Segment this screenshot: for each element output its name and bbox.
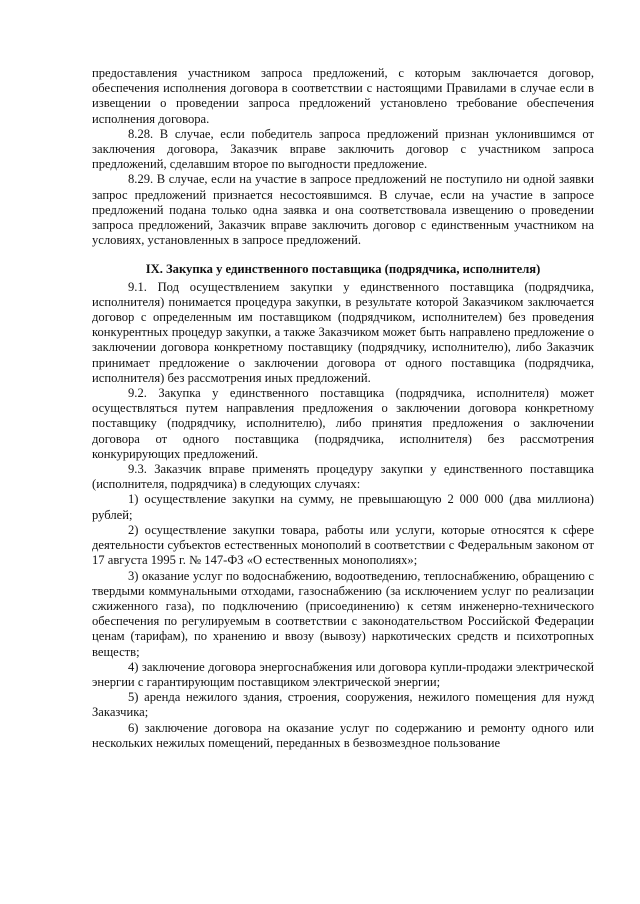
list-item-2: 2) осуществление закупки товара, работы или услуги, которые относятся к сфере деятельности субъектов естественных монополий в соответствии с Федеральным законом от 17 августа 1995 г. № 147-ФЗ «О естественных монополиях»;: [92, 522, 594, 568]
list-item-6: 6) заключение договора на оказание услуг по содержанию и ремонту одного или нескольких нежилых помещений, переданных в безвозмездное пользование: [92, 720, 594, 750]
section-heading: IX. Закупка у единственного поставщика (подрядчика, исполнителя): [145, 262, 541, 277]
paragraph-8-28: 8.28. В случае, если победитель запроса предложений признан уклонившимся от заключения договора, Заказчик вправе заключить договор с участником запроса предложений, сделавшим второе по выгодности предложение.: [92, 126, 594, 172]
paragraph-9-2: 9.2. Закупка у единственного поставщика (подрядчика, исполнителя) может осуществляться путем направления предложения о заключении договора конкретному поставщику (подрядчику, исполнителю), либо принятия предложения о заключении договора от одного поставщика (подрядчика, исполнителя) без рассмотрения конкурирующих предложений.: [92, 386, 594, 461]
list-item-1: 1) осуществление закупки на сумму, не превышающую 2 000 000 (два миллиона) рублей;: [92, 492, 594, 522]
document-page: [92, 66, 594, 751]
list-item-4: 4) заключение договора энергоснабжения или договора купли-продажи электрической энергии с гарантирующим поставщиком электрической энергии;: [92, 659, 594, 689]
list-item-3: 3) оказание услуг по водоснабжению, водоотведению, теплоснабжению, обращению с твердыми коммунальными отходами, газоснабжению (за исключением услуг по реализации сжиженного газа), по подключению (присоединению) к сетям инженерно-технического обеспечения по регулируемым в соответствии с законодательством Российской Федерации ценам (тарифам), по хранению и ввозу (вывозу) наркотических средств и психотропных веществ;: [92, 568, 594, 659]
paragraph-9-3: 9.3. Заказчик вправе применять процедуру закупки у единственного поставщика (исполнителя, подрядчика) в следующих случаях:: [92, 462, 594, 492]
paragraph-9-1: 9.1. Под осуществлением закупки у единственного поставщика (подрядчика, исполнителя) понимается процедура закупки, в результате которой Заказчиком заключается договор с определенным им поставщиком (подрядчиком, исполнителем) без проведения конкурентных процедур закупки, а также Заказчиком может быть направлено предложение о заключении договора конкретному поставщику (подрядчику, исполнителю), либо Заказчик принимает предложение о заключении договора от одного поставщика (подрядчика, исполнителя) без рассмотрения иных предложений.: [92, 279, 594, 385]
paragraph-8-29: 8.29. В случае, если на участие в запросе предложений не поступило ни одной заявки запрос предложений признается несостоявшимся. В случае, если на участие в запросе предложений подана только одна заявка и она соответствовала извещению о проведении запроса предложений, Заказчик вправе заключить договор с единственным участником на условиях, установленных в запросе предложений.: [92, 172, 594, 248]
paragraph-continuation: предоставления участником запроса предложений, с которым заключается договор, обеспечения исполнения договора в соответствии с настоящими Правилами в случае если в извещении о проведении запроса предложений установлено требование обеспечения исполнения договора.: [92, 66, 594, 126]
list-item-5: 5) аренда нежилого здания, строения, сооружения, нежилого помещения для нужд Заказчика;: [92, 690, 594, 720]
